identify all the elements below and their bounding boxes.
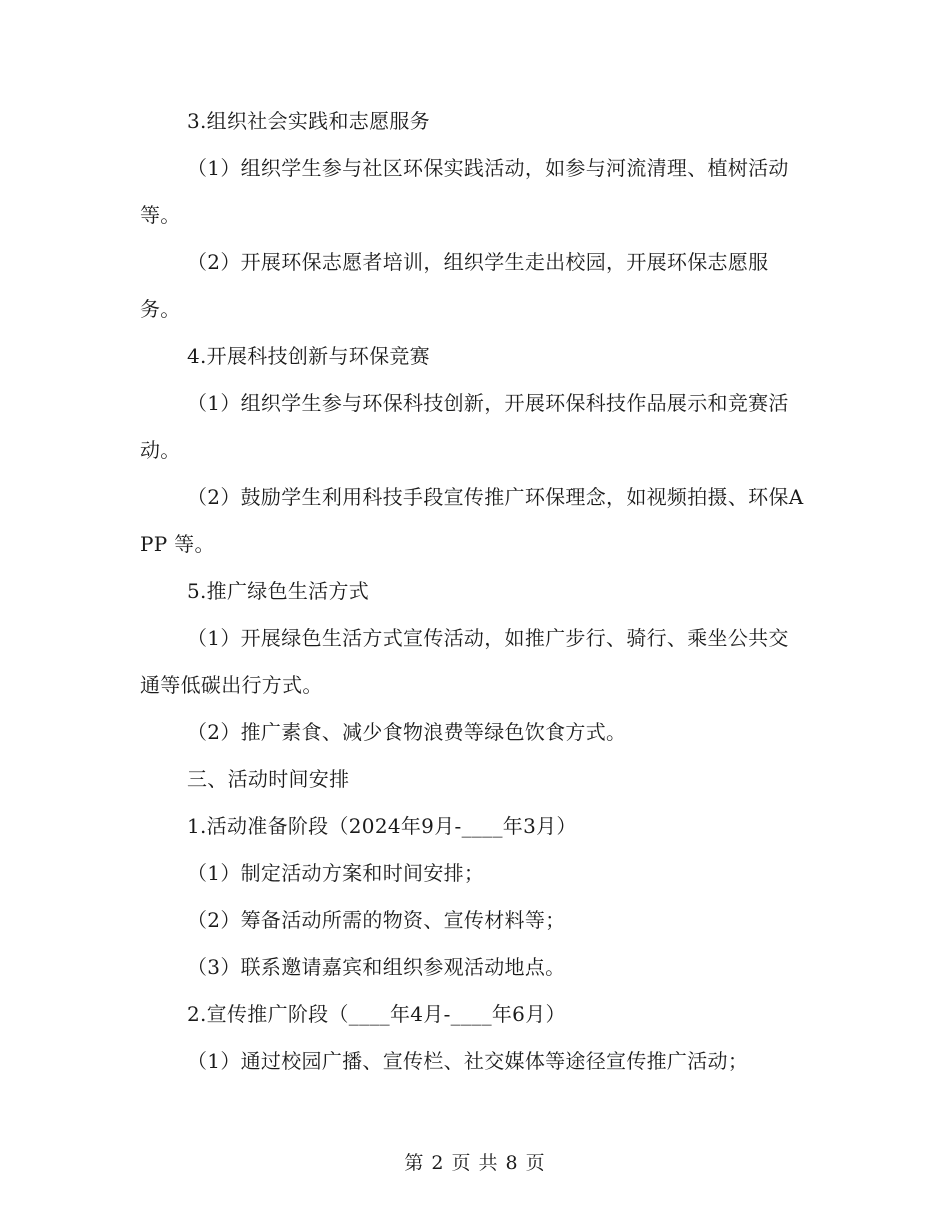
- paragraph: （1）开展绿色生活方式宣传活动，如推广步行、骑行、乘坐公共交通等低碳出行方式。: [140, 626, 789, 697]
- list-item: （1）通过校园广播、宣传栏、社交媒体等途径宣传推广活动；: [187, 1049, 749, 1073]
- paragraph: （1）组织学生参与社区环保实践活动，如参与河流清理、植树活动等。: [140, 156, 789, 227]
- list-item: （1）制定活动方案和时间安排；: [187, 861, 485, 885]
- paragraph: （2）鼓励学生利用科技手段宣传推广环保理念，如视频拍摄、环保APP 等。: [140, 485, 804, 556]
- section-heading: 1.活动准备阶段（2024年9月-____年3月）: [187, 814, 577, 838]
- list-item: （2）筹备活动所需的物资、宣传材料等；: [187, 908, 566, 932]
- section-heading: 3.组织社会实践和志愿服务: [187, 109, 430, 133]
- document-body: [140, 98, 808, 1085]
- paragraph: （1）组织学生参与环保科技创新，开展环保科技作品展示和竞赛活动。: [140, 391, 789, 462]
- chapter-heading: 三、活动时间安排: [187, 767, 350, 791]
- section-heading: 4.开展科技创新与环保竞赛: [187, 344, 430, 368]
- paragraph: （2）开展环保志愿者培训，组织学生走出校园，开展环保志愿服务。: [140, 250, 769, 321]
- paragraph: （2）推广素食、减少食物浪费等绿色饮食方式。: [187, 720, 627, 744]
- list-item: （3）联系邀请嘉宾和组织参观活动地点。: [187, 955, 566, 979]
- section-heading: 2.宣传推广阶段（____年4月-____年6月）: [187, 1002, 566, 1026]
- section-heading: 5.推广绿色生活方式: [187, 579, 370, 603]
- page-number-footer: 第 2 页 共 8 页: [404, 1152, 546, 1174]
